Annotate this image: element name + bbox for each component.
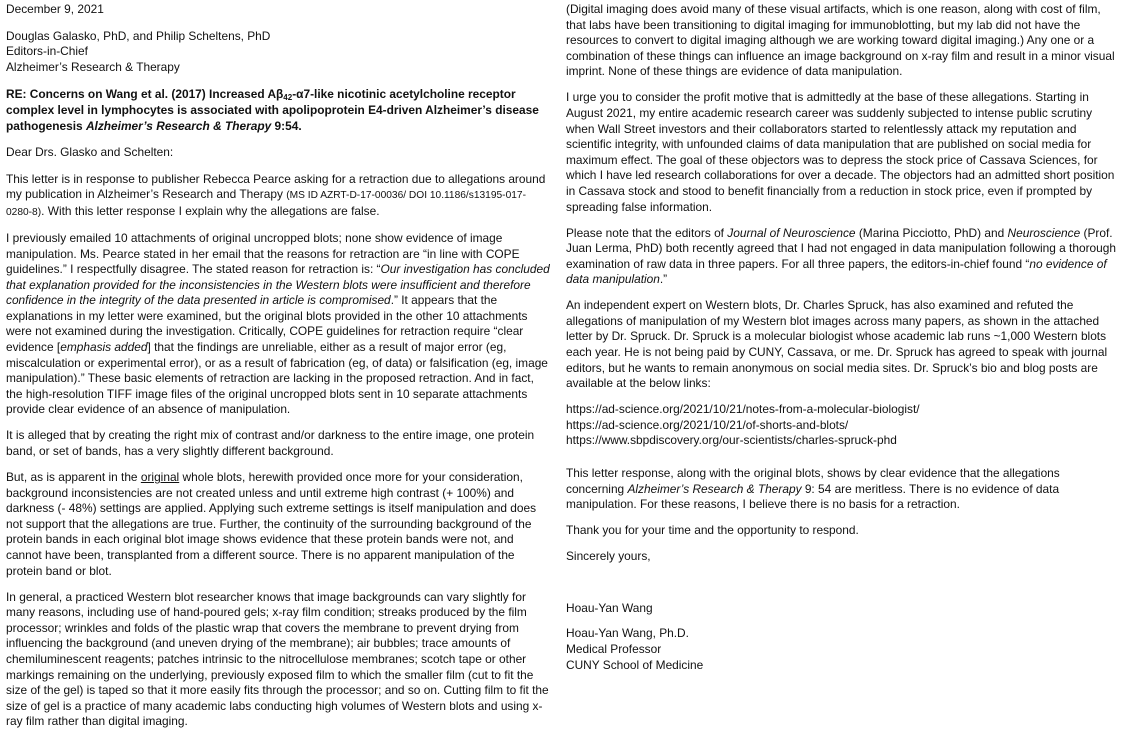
paragraph-conclusion <box>566 466 1116 513</box>
recipient-journal: Alzheimer’s Research & Therapy <box>6 59 180 74</box>
letter-date: December 9, 2021 <box>6 2 104 16</box>
recipient-block <box>6 29 550 76</box>
text-run: (Prof. Juan Lerma, PhD) both recently agreed that I had not engaged in data manipulation following a thorough examination of raw data in three papers. For all three papers, the editors-in-chief found “ <box>566 225 1116 271</box>
signer-institution: CUNY School of Medicine <box>566 657 704 672</box>
recipient-role: Editors-in-Chief <box>6 44 88 59</box>
text-run: . With this letter response I explain why the allegations are false. <box>41 203 380 218</box>
paragraph-backgrounds: In general, a practiced Western blot researcher knows that image backgrounds can vary slightly for many reasons, including use of hand-poured gels; x-ray film condition; streaks produced by the film processor; wrinkles and folds of the plastic wrap that covers the membrane to prevent drying from influencing the background (and uneven drying of the membrane); air bubbles; trace amounts of chemiluminescent reagents; patches intrinsic to the nitrocellulose membranes; scotch tape or other markings remaining on the underlying, previously exposed film to which the smaller film (cut to fit the size of the gel) is taped so that it more easily fits through the processor; and so on. Cutting film to fit the size of gel is a practice of many academic labs conducting high volumes of Western blots and using x-ray film rather than digital imaging. <box>6 589 549 729</box>
subject-volume: 9:54. <box>271 118 302 133</box>
signature-name: Hoau-Yan Wang <box>566 600 653 615</box>
subject-line <box>6 87 550 134</box>
paragraph-blots <box>6 231 550 418</box>
subject-journal: Alzheimer’s Research & Therapy <box>85 118 272 133</box>
paragraph-allegation: It is alleged that by creating the right mix of contrast and/or darkness to the entire image, one protein band, or set of bands, has a very slightly different background. <box>6 428 535 459</box>
subject-lead: RE: Concerns on Wang et al. (2017) Increased Aβ <box>6 87 284 102</box>
underlined-word: original <box>140 470 180 485</box>
text-run: This letter is in response to publisher Rebecca Pearce asking for a retraction due to allegations around my publication in Alzheimer’s Research and Therapy <box>6 171 546 202</box>
letter-right-column <box>566 0 1116 673</box>
signer-block <box>566 626 1116 673</box>
links-list <box>566 402 1116 449</box>
recipient-names: Douglas Galasko, PhD, and Philip Scheltens, PhD <box>6 28 271 43</box>
text-run: This letter response, along with the original blots, shows by clear evidence that the allegations concerning <box>566 466 1060 496</box>
journal-name: Journal of Neuroscience <box>727 225 856 240</box>
paragraph-spruck: An independent expert on Western blots, Dr. Charles Spruck, has also examined and refuted the allegations of manipulation of my Western blot images across many papers, as shown in the attached letter by Dr. Spruck. Dr. Spruck is a molecular biologist whose academic lab runs ~1,000 Western blots each year. He is not being paid by CUNY, Cassava, or me. Dr. Spruck has agreed to speak with journal editors, but he wants to remain anonymous on social media sites. Dr. Spruck’s bio and blog posts are available at the below links: <box>566 298 1108 391</box>
link-notes-molecular-biologist[interactable]: https://ad-science.org/2021/10/21/notes-from-a-molecular-biologist/ <box>566 402 920 417</box>
salutation: Dear Drs. Glasko and Schelten: <box>6 145 174 160</box>
text-run: whole blots, herewith provided once more for your consideration, background inconsistencies are not created unless and until extreme high contrast (+ 100%) and darkness (- 48%) settings are applied. Applying such extreme settings is itself manipulation and does not support that the allegations are true. Further, the continuity of the surrounding background of the protein bands in each original blot image shows evidence that these protein bands were not, and cannot have been, transplanted from a different source. There is no apparent manipulation of the protein band or blot. <box>6 470 537 578</box>
text-run: .” <box>659 272 668 287</box>
text-run: 9: 54 are meritless. There is no evidence of data manipulation. For these reasons, I believe there is no basis for a retraction. <box>566 481 1060 512</box>
paragraph-original-blots <box>6 470 550 579</box>
journal-name: Alzheimer’s Research & Therapy <box>627 481 802 496</box>
link-shorts-and-blots[interactable]: https://ad-science.org/2021/10/21/of-shorts-and-blots/ <box>566 417 849 432</box>
subject-subscript: 42 <box>283 93 293 103</box>
journal-name: Neuroscience <box>1007 225 1081 240</box>
paragraph-response <box>6 172 550 221</box>
paragraph-thanks: Thank you for your time and the opportunity to respond. <box>566 523 859 538</box>
paragraph-profit-motive: I urge you to consider the profit motive that is admittedly at the base of these allegations. Starting in August 2021, my entire academic research career was suddenly subjected to intense public scrutiny when Wall Street investors and their collaborators started to relentlessly attack my reputation and scientific integrity, with unfounded claims of data manipulation that are published on social media for maximum effect. The goal of these objectors was to depress the stock price of Cassava Sciences, for which I have led research collaborations for over a decade. The objectors had an admitted short position in Cassava stock and stood to benefit financially from a reduction in stock price, even if prompted by spreading false information. <box>566 90 1115 214</box>
text-run: (Marina Picciotto, PhD) and <box>855 225 1008 240</box>
signer-name: Hoau-Yan Wang, Ph.D. <box>566 626 689 641</box>
quoted-reason: Our investigation has concluded that explanation provided for the inconsistencies in the Western blots were insufficient and therefore confidence in the integrity of the data presented in article is compromised <box>6 262 550 308</box>
text-run: .” It appears that the explanations in my letter were examined, but the original blots provided in the other 10 attachments were not examined during the investigation. Critically, COPE guidelines for retraction require “clear evidence [ <box>6 293 528 355</box>
text-run: Please note that the editors of <box>566 225 728 240</box>
subject-title: -α7-like nicotinic acetylcholine receptor complex level in lymphocytes is associated with apolipoprotein E4-driven Alzheimer’s disease pathogenesis <box>6 87 539 133</box>
signer-title: Medical Professor <box>566 641 662 656</box>
quoted-finding: no evidence of data manipulation <box>566 256 1107 287</box>
text-run: I previously emailed 10 attachments of original uncropped blots; none show evidence of image manipulation. Ms. Pearce stated in her email that the reasons for retraction are “in line with COPE guidelines.” I respectfully disagree. The stated reason for retraction is: “ <box>6 230 520 277</box>
text-run: But, as is apparent in the <box>6 470 141 485</box>
emphasis-note: emphasis added <box>60 340 148 355</box>
text-run: ] that the findings are unreliable, either as a result of major error (eg, miscalculation or experimental error), or as a result of fabrication (eg, of data) or falsification (eg, image manipulation).” These basic elements of retraction are lacking in the proposed retraction. And in fact, the high-resolution TIFF image files of the original uncropped blots sent in 10 separate attachments provide clear evidence of an absence of manipulation. <box>6 340 548 417</box>
paragraph-digital-imaging: (Digital imaging does avoid many of these visual artifacts, which is one reason, along with cost of film, that labs have been transitioning to digital imaging for immunoblotting, but my lab did not have the resources to convert to digital imaging although we are working toward digital imaging.) Any one or a combination of these things can influence an image background on x-ray film and result in a minor visual imprint. None of these things are evidence of data manipulation. <box>566 2 1115 79</box>
manuscript-id: (MS ID AZRT-D-17-00036/ DOI 10.1186/s13195-017-0280-8) <box>6 190 526 218</box>
letter-left-column <box>6 0 550 740</box>
closing: Sincerely yours, <box>566 549 651 564</box>
link-spruck-bio[interactable]: https://www.sbpdiscovery.org/our-scientists/charles-spruck-phd <box>566 433 897 448</box>
paragraph-editors <box>566 226 1116 288</box>
